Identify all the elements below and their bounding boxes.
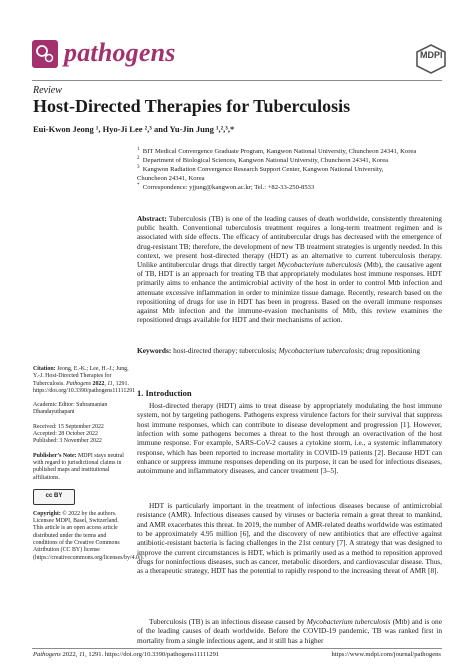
article-type: Review	[33, 85, 62, 96]
publisher-logo-text: MDPI	[420, 50, 443, 60]
journal-url-link[interactable]: https://www.mdpi.com/journal/pathogens	[331, 651, 441, 658]
intro-paragraph-1: Host-directed therapy (HDT) aims to treat disease by appropriately modulating the host immune system, not by targeting pathogens. Pathogens express virulence factors for their survival that suppress host immune responses, which can contribute to disease development and progression [1]. However, infection with some pathogens becomes a threat to the host through an overactivation of the host immune response. For example, SARS-CoV-2 causes a cytokine storm, i.e., a systemic inflammatory response, which has been reported to increase mortality in COVID-19 patients [2]. Because HDT can enhance or suppress immune responses depending on its purpose, it can be used for infectious diseases, autoimmune and inflammatory diseases, and cancer treatment [3–5].	[137, 401, 442, 476]
affiliation-3: $^3$ Kangwon Radiation Convergence Research Support Center, Kangwon National University, Chuncheon 24341, Korea	[137, 165, 384, 182]
footer-divider	[32, 648, 442, 649]
dates	[33, 424, 129, 446]
cc-by-license-icon: cc BY	[33, 489, 75, 505]
abstract: Abstract: Tuberculosis (TB) is one of the leading causes of death worldwide, consistently threatening public health. Conventional tuberculosis treatment requires a long-term treatment regimen and is associated with side effects. The efficacy of antitubercular drugs has decreased with the emergence of drug-resistant TB; therefore, the development of new TB treatment strategies is urgently needed. In this context, we present host-directed therapy (HDT) as an alternative to current tuberculosis therapy. Unlike antitubercular drugs that directly target Mycobacterium tuberculosis (Mtb), the causative agent of TB, HDT is an approach for treating TB that appropriately modulates host immune responses. HDT primarily aims to enhance the antimicrobial activity of the host in order to control Mtb infection and attenuate excessive inflammation in order to minimize tissue damage. Recently, research based on the repositioning of drugs for use in HDT has been in progress. Based on the overall immune responses against Mtb infection and the immune-evasion mechanisms of Mtb, this review examines the repositioned drugs available for HDT and their mechanisms of action.	[137, 214, 442, 325]
publisher-note: Publisher’s Note: MDPI stays neutral with regard to jurisdictional claims in published maps and institutional affiliations.	[33, 452, 124, 481]
copyright: Copyright: © 2022 by the authors. Licensee MDPI, Basel, Switzerland. This article is an open access article distributed under the terms and conditions of the Creative Commons Attribution (CC BY) license (https://creativecommons.org/licenses/by/4.0/).	[33, 510, 144, 561]
accepted-date: Accepted: 28 October 2022	[33, 431, 98, 438]
citation: Citation: Jeong, E.-K.; Lee, H.-J.; Jung, Y.-J. Host-Directed Therapies for Tuberculosis. Pathogens 2022, 11, 1291. https://doi.org/10.3390/pathogens11111291	[33, 366, 136, 394]
received-date: Received: 15 September 2022	[33, 423, 104, 430]
author-list: Eui-Kwon Jeong ¹, Hyo-Ji Lee ²,³ and Yu-Jin Jung ¹,²,³,*	[33, 124, 235, 134]
intro-paragraph-3: Tuberculosis (TB) is an infectious disease caused by Mycobacterium tuberculosis (Mtb) and is one of the leading causes of death worldwide. Before the COVID-19 pandemic, TB was ranked first in mortality from a single infectious agent, and it still has a higher	[137, 617, 442, 645]
academic-editor: Academic Editor: Subramanian Dhandayuthapani	[33, 402, 108, 416]
footer-citation: Pathogens 2022, 11, 1291. https://doi.org/10.3390/pathogens11111291	[33, 651, 220, 658]
intro-paragraph-2: HDT is particularly important in the treatment of infectious diseases because of antimicrobial resistance (AMR). Infectious diseases caused by viruses or bacteria remain a great threat to mankind, and AMR exacerbates this threat. In 2019, the number of AMR-related deaths worldwide was estimated to be approximately 4.95 million [6], and the discovery of new antibiotics that are effective against antibiotic-resistant bacteria is facing challenges in the 21st century [7]. A strategy that was designed to improve the current circumstances is HDT, which is primarily used as a method to reposition approved drugs for noninfectious diseases, such as cancer, metabolic disorders, and cardiovascular disease. Thus, as a therapeutic strategy, HDT has the potential to rapidly respond to the increasing threat of AMR [8].	[137, 501, 442, 576]
journal-logo-icon	[32, 40, 58, 68]
correspondence: * Correspondence: yjjung@kangwon.ac.kr; Tel.: +82-33-250-8533	[137, 183, 315, 192]
section-heading: 1. Introduction	[137, 388, 192, 398]
article-info-sidebar	[33, 366, 144, 569]
affiliation-1: $^1$ BIT Medical Convergence Graduate Program, Kangwon National University, Chuncheon 24341, Korea	[137, 147, 417, 156]
keywords: Keywords: host-directed therapy; tuberculosis; Mycobacterium tuberculosis; drug repositioning	[137, 346, 421, 355]
article-title: Host-Directed Therapies for Tuberculosis	[33, 96, 351, 116]
header-divider	[32, 80, 442, 81]
affiliation-2: $^2$ Department of Biological Sciences, Kangwon National University, Chuncheon 24341, Korea	[137, 156, 389, 165]
published-date: Published: 3 November 2022	[33, 438, 102, 445]
journal-name: pathogens	[64, 38, 176, 67]
